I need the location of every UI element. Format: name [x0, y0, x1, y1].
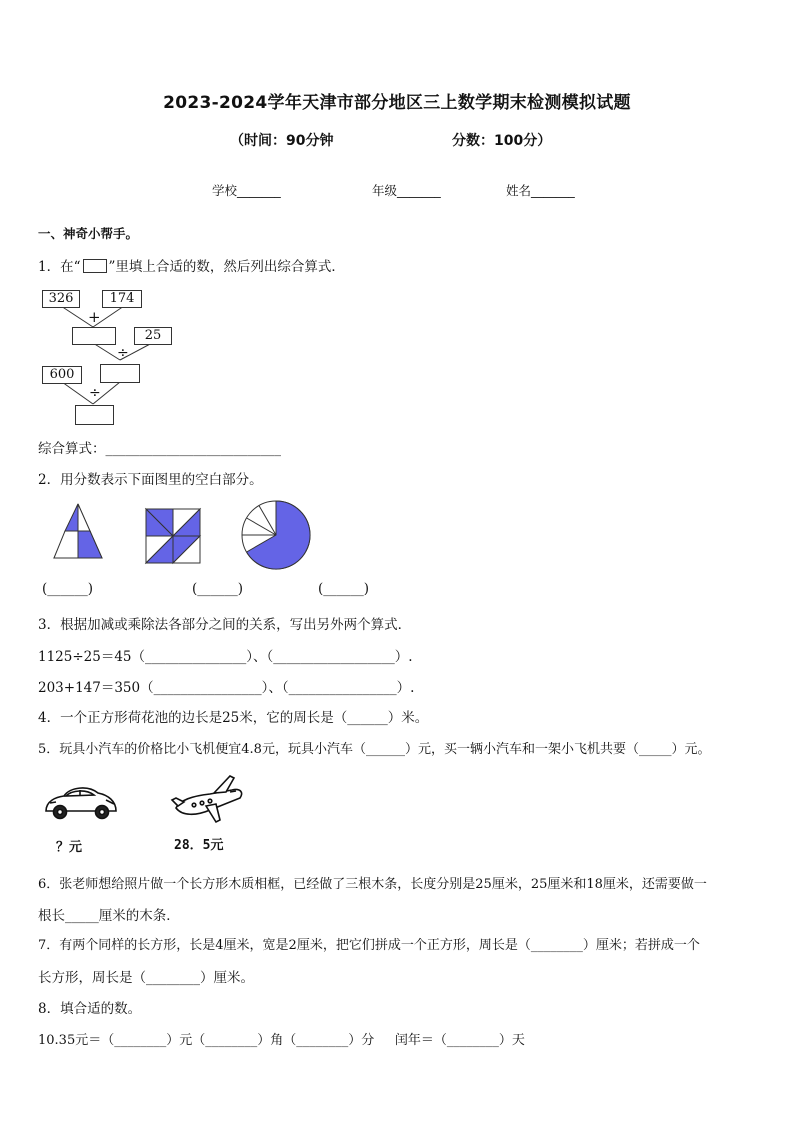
- question-6-line-2[interactable]: 根长_____厘米的木条．: [38, 908, 180, 924]
- question-4[interactable]: 4．一个正方形荷花池的边长是25米，它的周长是（______）米。: [38, 710, 429, 726]
- car-price-label: ？元: [56, 840, 83, 855]
- q2-answer-3[interactable]: (______): [318, 581, 370, 597]
- q1-box-174: 174: [102, 290, 142, 308]
- divide-operator-2: ÷: [89, 385, 101, 401]
- square-figure: [146, 509, 206, 569]
- q3-line-1[interactable]: 1125÷25＝45（_______________）、（__________________）.: [38, 649, 413, 665]
- question-5[interactable]: 5．玩具小汽车的价格比小飞机便宜4.8元，玩具小汽车（______）元，买一辆小汽车和一架小飞机共要（_____）元。: [38, 742, 711, 757]
- q1-tree-lines: [0, 0, 200, 150]
- q1-blank-box-3[interactable]: [75, 405, 114, 425]
- q1-blank-box-2[interactable]: [100, 364, 140, 383]
- divide-operator-1: ÷: [117, 345, 129, 361]
- inline-box-icon: [83, 259, 107, 273]
- exam-score: 分数：100分）: [452, 133, 552, 149]
- q3-line-2[interactable]: 203+147＝350（________________）、（________________）.: [38, 680, 415, 696]
- q1-text-a: 1．在“: [38, 259, 81, 275]
- name-field: 姓名_______: [506, 183, 575, 198]
- section-title: 一、神奇小帮手。: [38, 226, 139, 241]
- q1-box-326: 326: [42, 290, 80, 308]
- triangle-figure: [48, 500, 108, 570]
- q1-formula[interactable]: 综合算式：__________________________: [38, 441, 281, 457]
- circle-figure: [240, 499, 320, 579]
- q1-box-600: 600: [42, 366, 82, 384]
- question-6-line-1: 6．张老师想给照片做一个长方形木质相框，已经做了三根木条，长度分别是25厘米，25厘米和18厘米，还需要做一: [38, 877, 707, 892]
- q1-box-25: 25: [134, 327, 172, 345]
- question-7-line-1[interactable]: 7．有两个同样的长方形，长是4厘米，宽是2厘米，把它们拼成一个正方形，周长是（________）厘米；若拼成一个: [38, 938, 700, 953]
- toy-plane-icon: [170, 770, 250, 830]
- q2-answer-1[interactable]: (______): [42, 581, 94, 597]
- q1-text-b: ”里填上合适的数，然后列出综合算式．: [108, 259, 345, 275]
- page-title: 2023-2024学年天津市部分地区三上数学期末检测模拟试题: [163, 93, 631, 113]
- question-2: 2．用分数表示下面图里的空白部分。: [38, 472, 263, 488]
- toy-car-icon: [42, 781, 122, 831]
- plane-price-label: 28．5元: [174, 838, 224, 853]
- question-8: 8．填合适的数。: [38, 1001, 142, 1017]
- plus-operator: +: [88, 308, 101, 326]
- question-3: 3．根据加减或乘除法各部分之间的关系，写出另外两个算式．: [38, 617, 412, 633]
- grade-field: 年级_______: [372, 183, 441, 198]
- question-7-line-2[interactable]: 长方形，周长是（________）厘米。: [38, 970, 254, 986]
- question-1: [38, 255, 345, 275]
- q1-blank-box-1[interactable]: [72, 327, 116, 345]
- school-field: 学校_______: [212, 183, 281, 198]
- q8-line[interactable]: 10.35元＝（________）元（________）角（________）分 闰年＝（________）天: [38, 1033, 525, 1048]
- q2-answer-2[interactable]: (______): [192, 581, 244, 597]
- exam-time: （时间：90分钟: [230, 133, 334, 149]
